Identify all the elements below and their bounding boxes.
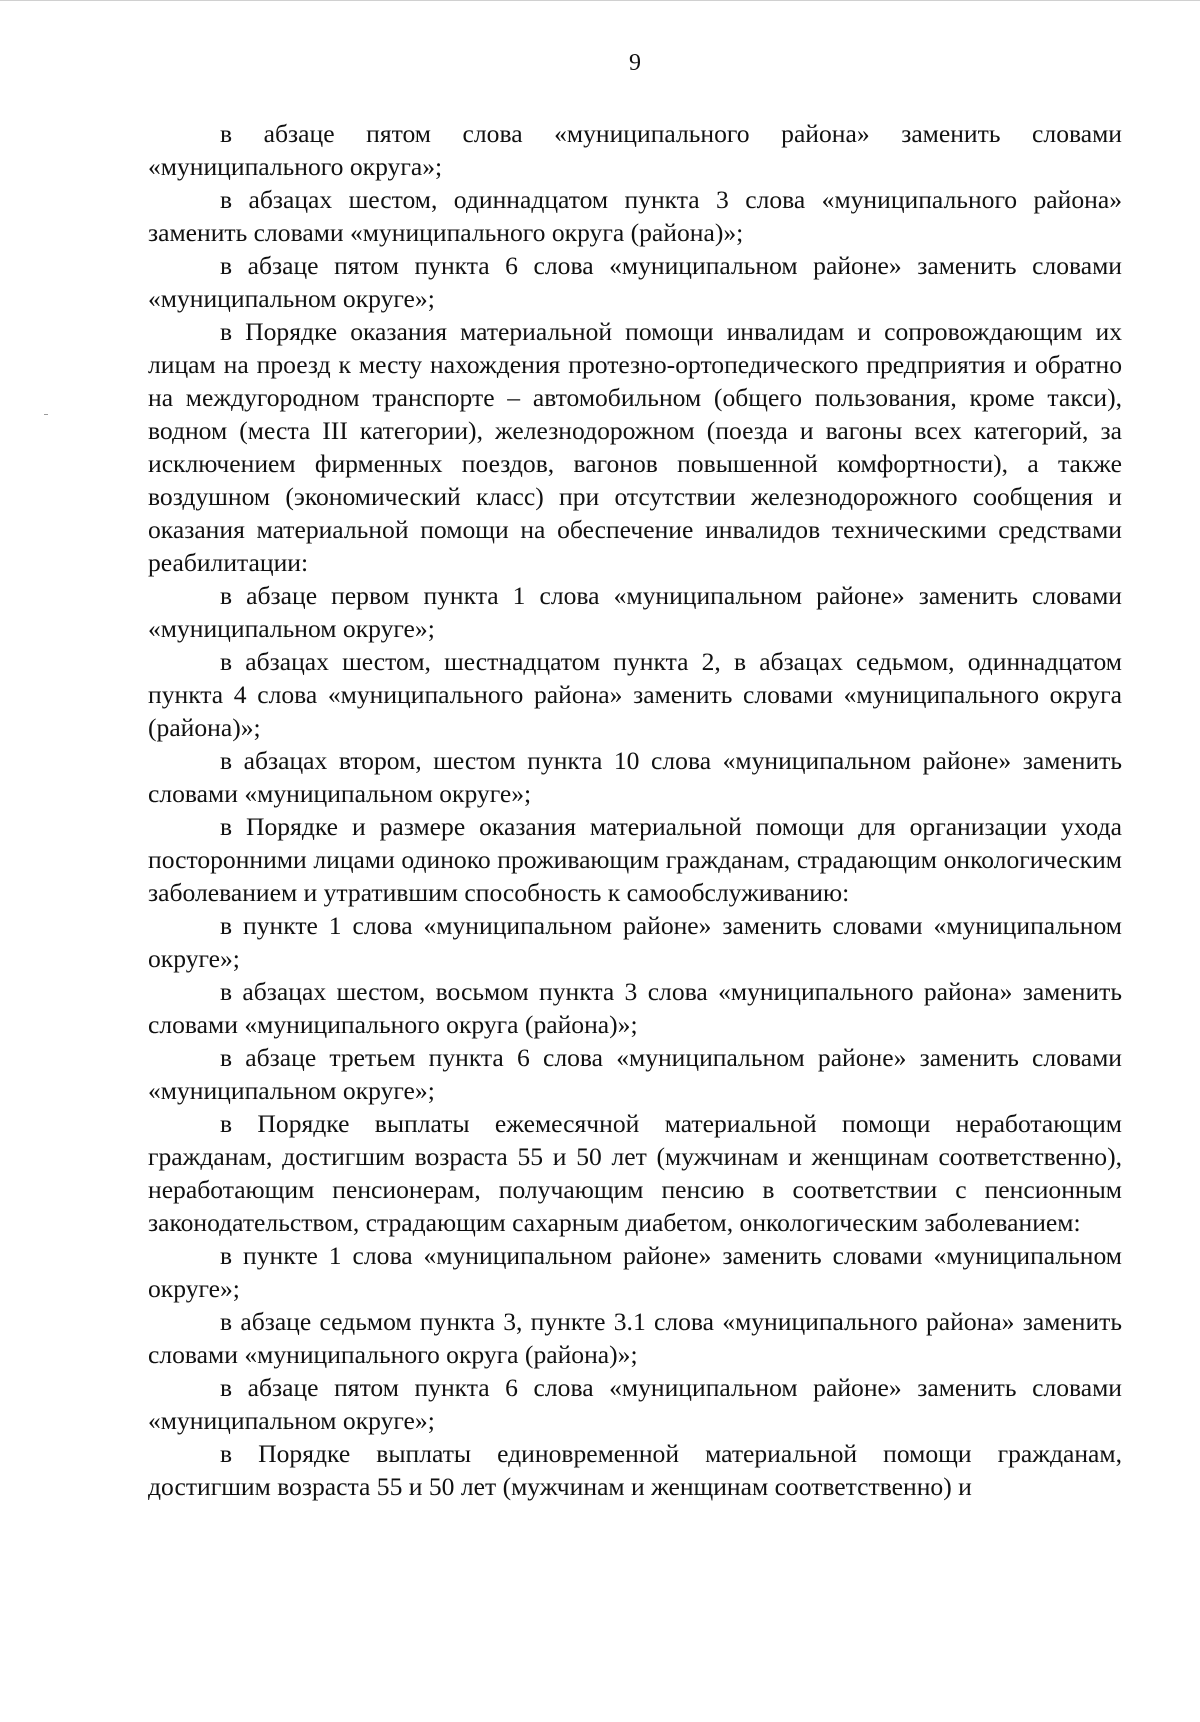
paragraph: в абзаце третьем пункта 6 слова «муниципальном районе» заменить словами «муниципальном округе»; bbox=[148, 1043, 1122, 1105]
paragraph: в Порядке выплаты ежемесячной материальной помощи неработающим гражданам, достигшим возраста 55 и 50 лет (мужчинам и женщинам соответственно), неработающим пенсионерам, получающим пенсию в соответствии с пенсионным законодательством, страдающим сахарным диабетом, онкологическим заболеванием: bbox=[148, 1109, 1122, 1237]
paragraph: в пункте 1 слова «муниципальном районе» заменить словами «муниципальном округе»; bbox=[148, 911, 1122, 973]
paragraph: в абзацах шестом, одиннадцатом пункта 3 слова «муниципального района» заменить словами «муниципального округа (района)»; bbox=[148, 185, 1122, 247]
paragraph: в абзацах шестом, восьмом пункта 3 слова «муниципального района» заменить словами «муниципального округа (района)»; bbox=[148, 977, 1122, 1039]
paragraph: в абзацах шестом, шестнадцатом пункта 2, в абзацах седьмом, одиннадцатом пункта 4 слова «муниципального района» заменить словами «муниципального округа (района)»; bbox=[148, 647, 1122, 742]
page-number: 9 bbox=[629, 50, 641, 76]
paragraph: в абзаце пятом пункта 6 слова «муниципальном районе» заменить словами «муниципальном округе»; bbox=[148, 251, 1122, 313]
paragraph: в Порядке и размере оказания материальной помощи для организации ухода посторонними лицами одиноко проживающим гражданам, страдающим онкологическим заболеванием и утратившим способность к самообслуживанию: bbox=[148, 812, 1122, 907]
paragraph: в пункте 1 слова «муниципальном районе» заменить словами «муниципальном округе»; bbox=[148, 1241, 1122, 1303]
paragraph: в Порядке оказания материальной помощи инвалидам и сопровождающим их лицам на проезд к месту нахождения протезно-ортопедического предприятия и обратно на междугородном транспорте – автомобильном (общего пользования, кроме такси), водном (места III категории), железнодорожном (поезда и вагоны всех категорий, за исключением фирменных поездов, вагонов повышенной комфортности), а также воздушном (экономический класс) при отсутствии железнодорожного сообщения и оказания материальной помощи на обеспечение инвалидов техническими средствами реабилитации: bbox=[148, 317, 1122, 577]
document-body bbox=[148, 117, 1122, 1503]
paragraph: в абзаце пятом слова «муниципального района» заменить словами «муниципального округа»; bbox=[148, 119, 1122, 181]
scan-speck bbox=[44, 414, 48, 415]
paragraph: в абзаце седьмом пункта 3, пункте 3.1 слова «муниципального района» заменить словами «муниципального округа (района)»; bbox=[148, 1307, 1122, 1369]
paragraph: в абзацах втором, шестом пункта 10 слова «муниципальном районе» заменить словами «муниципальном округе»; bbox=[148, 746, 1122, 808]
paragraph: в абзаце первом пункта 1 слова «муниципальном районе» заменить словами «муниципальном округе»; bbox=[148, 581, 1122, 643]
paragraph: в Порядке выплаты единовременной материальной помощи гражданам, достигшим возраста 55 и 50 лет (мужчинам и женщинам соответственно) и bbox=[148, 1439, 1122, 1501]
scan-top-edge bbox=[0, 0, 1200, 1]
paragraph: в абзаце пятом пункта 6 слова «муниципальном районе» заменить словами «муниципальном округе»; bbox=[148, 1373, 1122, 1435]
